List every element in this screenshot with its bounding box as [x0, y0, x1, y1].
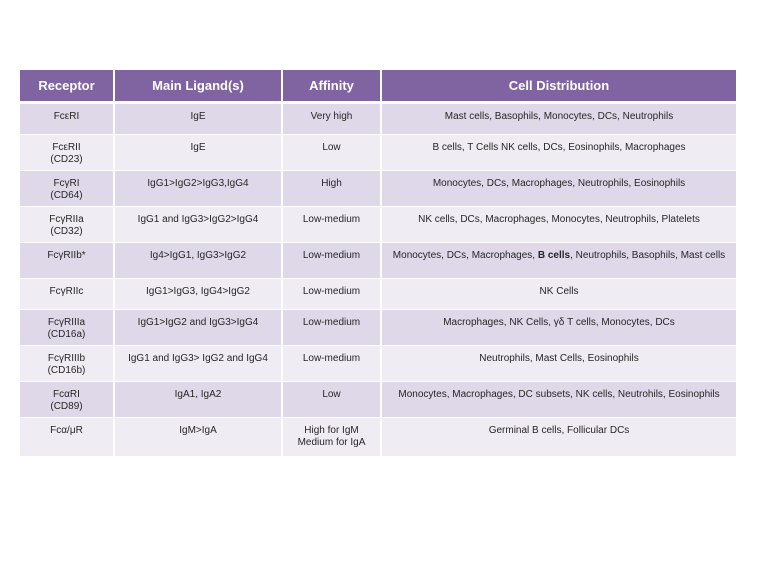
receptor-cell	[20, 207, 114, 243]
affinity-text: Low	[322, 389, 341, 400]
ligand-cell: IgE	[114, 103, 282, 135]
header-receptor: Receptor	[20, 70, 114, 103]
distribution-text: Monocytes, DCs, Macrophages, Neutrophils, Eosinophils	[432, 178, 686, 189]
receptor-cell	[20, 279, 114, 310]
affinity-cell	[282, 310, 381, 346]
receptor-cd: (CD32)	[50, 226, 83, 237]
affinity-cell	[282, 346, 381, 382]
ligand-cell: IgG1>IgG2 and IgG3>IgG4	[114, 310, 282, 346]
affinity-text: Low-medium	[302, 317, 361, 328]
receptor-name: Fcα/μR	[50, 425, 83, 436]
receptor-name: FcγRIIb*	[47, 250, 86, 261]
affinity-text: Low-medium	[302, 286, 361, 297]
distribution-text: B cells, T Cells NK cells, DCs, Eosinophils, Macrophages	[432, 142, 686, 153]
distribution-cell	[381, 103, 736, 135]
table-row	[20, 346, 736, 382]
distribution-text: Monocytes, Macrophages, DC subsets, NK cells, Neutrohils, Eosinophils	[398, 389, 720, 400]
distribution-cell	[381, 346, 736, 382]
ligand-cell: IgG1 and IgG3>IgG2>IgG4	[114, 207, 282, 243]
receptor-name: FcεRII	[52, 142, 81, 153]
receptor-cd: (CD89)	[50, 401, 83, 412]
table-row	[20, 418, 736, 457]
table-row	[20, 243, 736, 279]
table-row	[20, 310, 736, 346]
header-row	[20, 70, 736, 103]
fc-receptor-table	[20, 70, 736, 457]
fc-receptor-table-container	[20, 70, 736, 457]
receptor-cell	[20, 346, 114, 382]
ligand-cell: IgG1 and IgG3> IgG2 and IgG4	[114, 346, 282, 382]
table-row	[20, 171, 736, 207]
header-affinity: Affinity	[282, 70, 381, 103]
distribution-text: NK cells, DCs, Macrophages, Monocytes, Neutrophils, Platelets	[418, 214, 700, 225]
distribution-text: NK Cells	[539, 286, 579, 297]
distribution-text: Germinal B cells, Follicular DCs	[488, 425, 630, 436]
receptor-cell	[20, 171, 114, 207]
distribution-text: , Neutrophils, Basophils, Mast cells	[570, 250, 726, 261]
distribution-text: Neutrophils, Mast Cells, Eosinophils	[479, 353, 639, 364]
distribution-cell	[381, 171, 736, 207]
table-row	[20, 279, 736, 310]
receptor-name: FcγRI	[53, 178, 80, 189]
ligand-cell: IgM>IgA	[114, 418, 282, 457]
receptor-cd: (CD64)	[50, 190, 83, 201]
table-header	[20, 70, 736, 103]
receptor-cell	[20, 382, 114, 418]
receptor-cell	[20, 243, 114, 279]
receptor-name: FcγRIIIa	[47, 317, 86, 328]
receptor-name: FcγRIIc	[49, 286, 84, 297]
ligand-cell: Ig4>IgG1, IgG3>IgG2	[114, 243, 282, 279]
receptor-name: FcεRI	[53, 111, 80, 122]
table-row	[20, 103, 736, 135]
distribution-cell	[381, 243, 736, 279]
receptor-cell	[20, 418, 114, 457]
receptor-cell	[20, 310, 114, 346]
ligand-cell: IgG1>IgG3, IgG4>IgG2	[114, 279, 282, 310]
receptor-cd: (CD23)	[50, 154, 83, 165]
affinity-cell	[282, 207, 381, 243]
distribution-cell	[381, 382, 736, 418]
distribution-cell	[381, 207, 736, 243]
receptor-name: FcγRIIa	[49, 214, 84, 225]
affinity-cell	[282, 279, 381, 310]
ligand-cell: IgE	[114, 135, 282, 171]
affinity-cell	[282, 103, 381, 135]
affinity-cell	[282, 243, 381, 279]
receptor-name: FcαRI	[53, 389, 80, 400]
affinity-cell	[282, 135, 381, 171]
receptor-cell	[20, 135, 114, 171]
affinity-text: High	[321, 178, 342, 189]
table-body	[20, 103, 736, 457]
affinity-text: Very high	[310, 111, 353, 122]
distribution-cell	[381, 279, 736, 310]
ligand-cell: IgG1>IgG2>IgG3,IgG4	[114, 171, 282, 207]
ligand-cell: IgA1, IgA2	[114, 382, 282, 418]
affinity-text: Low-medium	[302, 214, 361, 225]
affinity-cell	[282, 171, 381, 207]
table-row	[20, 135, 736, 171]
distribution-text: Mast cells, Basophils, Monocytes, DCs, Neutrophils	[444, 111, 674, 122]
affinity-text: High for IgM	[304, 425, 359, 436]
distribution-text: Macrophages, NK Cells, γδ T cells, Monocytes, DCs	[443, 317, 675, 328]
affinity-text: Low-medium	[302, 250, 361, 261]
affinity-cell	[282, 418, 381, 457]
receptor-cd: (CD16b)	[47, 365, 86, 376]
receptor-cell	[20, 103, 114, 135]
distribution-cell	[381, 418, 736, 457]
affinity-text: Medium for IgA	[297, 437, 366, 448]
distribution-cell	[381, 135, 736, 171]
receptor-cd: (CD16a)	[47, 329, 86, 340]
distribution-text: Monocytes, DCs, Macrophages,	[392, 250, 538, 261]
affinity-text: Low	[322, 142, 341, 153]
table-row	[20, 207, 736, 243]
affinity-cell	[282, 382, 381, 418]
header-main-ligands: Main Ligand(s)	[114, 70, 282, 103]
affinity-text: Low-medium	[302, 353, 361, 364]
receptor-name: FcγRIIIb	[47, 353, 86, 364]
header-cell-distribution: Cell Distribution	[381, 70, 736, 103]
distribution-cell	[381, 310, 736, 346]
distribution-highlight: B cells	[537, 250, 571, 261]
table-row	[20, 382, 736, 418]
